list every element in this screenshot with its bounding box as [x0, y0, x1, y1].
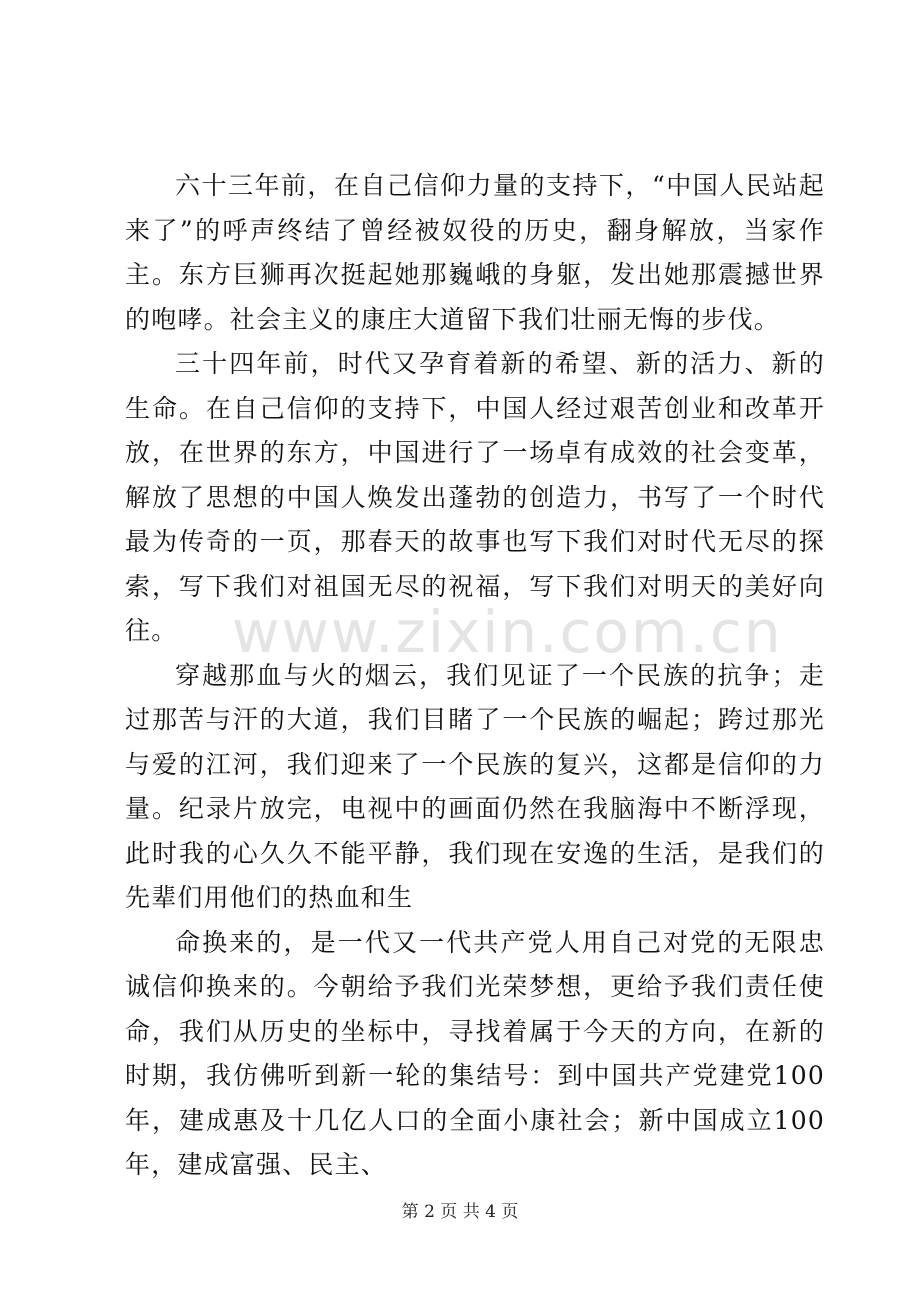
page-number-footer: 第 2 页 共 4 页 — [401, 1202, 519, 1222]
paragraph: 六十三年前，在自己信仰力量的支持下，“中国人民站起来了”的呼声终结了曾经被奴役的历史，翻身解放，当家作主。东方巨狮再次挺起她那巍峨的身躯，发出她那震撼世界的咆哮。社会主义的康庄大道留下我们壮丽无悔的步伐。 — [125, 171, 825, 334]
watermark: www.zixin.com.cn — [232, 598, 783, 666]
paragraph: 穿越那血与火的烟云，我们见证了一个民族的抗争；走过那苦与汗的大道，我们目睹了一个民族的崛起；跨过那光与爱的江河，我们迎来了一个民族的复兴，这都是信仰的力量。纪录片放完，电视中的画面仍然在我脑海中不断浮现，此时我的心久久不能平静，我们现在安逸的生活，是我们的先辈们用他们的热血和生 — [125, 660, 825, 912]
paragraph: 命换来的，是一代又一代共产党人用自己对党的无限忠诚信仰换来的。今朝给予我们光荣梦想，更给予我们责任使命，我们从历史的坐标中，寻找着属于今天的方向，在新的时期，我仿佛听到新一轮的集结号：到中国共产党建党100年，建成惠及十几亿人口的全面小康社会；新中国成立100年，建成富强、民主、 — [125, 927, 825, 1179]
paragraph: 三十四年前，时代又孕育着新的希望、新的活力、新的生命。在自己信仰的支持下，中国人经过艰苦创业和改革开放，在世界的东方，中国进行了一场卓有成效的社会变革，解放了思想的中国人焕发出蓬勃的创造力，书写了一个时代最为传奇的一页，那春天的故事也写下我们对时代无尽的探索，写下我们对祖国无尽的祝福，写下我们对明天的美好向往。 — [125, 349, 825, 645]
document-body — [125, 164, 825, 1188]
